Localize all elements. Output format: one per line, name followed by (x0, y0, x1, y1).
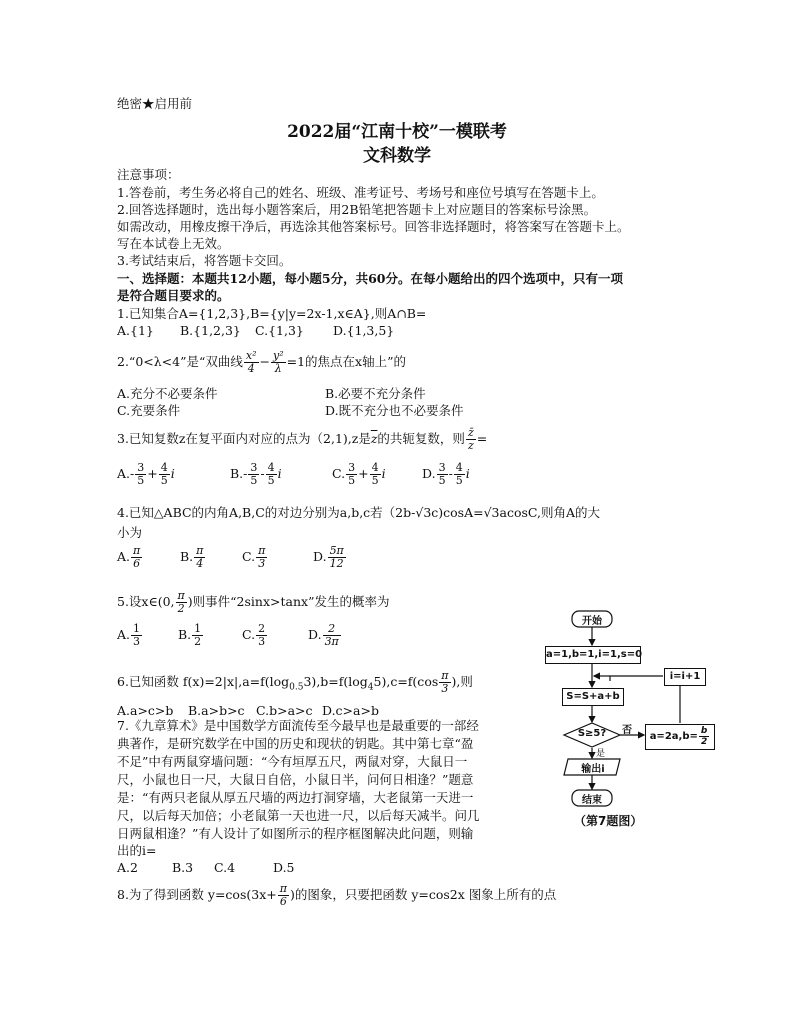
question-7-line: 是：“有两只老鼠从厚五尺墙的两边打洞穿墙，大老鼠第一天进一 (117, 790, 474, 805)
q5-option-b: B. $\frac{1}{2}$ (178, 622, 202, 648)
q3-fraction: $\frac{z̄}{z}$ (467, 426, 474, 452)
q2-text: 2.“0<λ<4”是“双曲线 (117, 354, 243, 369)
q4-option-a: A. $\frac{\pi}{6}$ (117, 544, 141, 570)
notice-line: 2.回答选择题时，选出每小题答案后，用2B铅笔把答题卡上对应题目的答案标号涂黑。 (117, 202, 597, 217)
notice-line: 写在本试卷上无效。 (117, 236, 230, 251)
question-7-line: 7.《九章算术》是中国数学方面流传至今最早也是最重要的一部经 (117, 718, 479, 733)
flow-no-label: 否 (622, 725, 632, 736)
section-heading: 一、选择题：本题共12小题，每小题5分，共60分。在每小题给出的四个选项中，只有一项 (117, 271, 623, 286)
flow-increment-box: i=i+1 (664, 668, 706, 686)
q5-option-a: A. $\frac{1}{3}$ (117, 622, 141, 648)
q6-option-b: B.a>b>c (188, 703, 245, 718)
q7-option-b: B.3 (172, 860, 194, 875)
q6-option-d: D.c>a>b (322, 703, 379, 718)
q5-option-c: C. $\frac{2}{3}$ (242, 622, 266, 648)
question-8-stem: 8.为了得到函数 y=cos(3x+ $\frac{\pi}{6}$ )的图象，只要把函数 y=cos2x 图象上所有的点 (117, 882, 557, 908)
question-1-stem: 1.已知集合A={1,2,3},B={y|y=2x-1,x∈A},则A∩B= (117, 306, 427, 321)
q2-option-b: B.必要不充分条件 (325, 386, 426, 401)
flow-yes-label: 是 (596, 749, 606, 759)
q3-option-a: A.- $\frac{3}{5}$ + $\frac{4}{5}$ i (117, 461, 175, 487)
q2-text-post: =1的焦点在x轴上”的 (286, 354, 406, 369)
q5-option-d: D. $\frac{2}{3\pi}$ (308, 622, 339, 648)
q3-option-b: B.- $\frac{3}{5}$ - $\frac{4}{5}$ i (230, 461, 282, 487)
q2-option-c: C.充要条件 (117, 403, 181, 418)
q1-option-b: B.{1,2,3} (180, 323, 241, 338)
notice-line: 1.答卷前，考生务必将自己的姓名、班级、准考证号、考场号和座位号填写在答题卡上。 (117, 185, 604, 200)
flow-end-label: 结束 (582, 795, 602, 806)
question-6-stem: 6.已知函数 $f(x)=2|x|,a=f(\log_{0.5}3),b=f(\log_45),c=f(\cos$ $\frac{\pi}{3}$ ),则 (117, 669, 473, 695)
question-7-line: 日两鼠相逢？”有人设计了如图所示的程序框图解决此问题，则输 (117, 826, 474, 841)
q3-option-c: C. $\frac{3}{5}$ + $\frac{4}{5}$ i (332, 461, 386, 487)
notice-heading: 注意事项： (117, 167, 180, 182)
q3-option-d: D. $\frac{3}{5}$ - $\frac{4}{5}$ i (422, 461, 470, 487)
q6-option-c: C.b>a>c (256, 703, 313, 718)
question-3-stem: 3.已知复数z在复平面内对应的点为（2,1),z是$\overline{z}$的共轭复数，则 $\frac{z̄}{z}$ = (117, 426, 488, 452)
q1-option-d: D.{1,3,5} (333, 323, 395, 338)
q1-option-a: A.{1} (117, 323, 154, 338)
notice-line: 3.考试结束后，将答题卡交回。 (117, 253, 292, 268)
question-7-line: 典著作，是研究数学在中国的历史和现状的钥匙。其中第七章“盈 (117, 736, 474, 751)
q2-option-d: D.既不充分也不必要条件 (325, 403, 464, 418)
question-2-stem: 2.“0<λ<4”是“双曲线 $\frac{\text{x²}}{4}$ − $\frac{\text{y²}}{\lambda}$ =1的焦点在x轴上”的 (117, 349, 406, 375)
q7-option-d: D.5 (273, 860, 295, 875)
q2-option-a: A.充分不必要条件 (117, 386, 218, 401)
question-4-stem: 4.已知△ABC的内角A,B,C的对边分别为a,b,c若（2b-√3c)cosA=√3acosC,则角A的大 (117, 505, 601, 520)
question-7-line: 出的i= (117, 843, 157, 858)
question-7-line: 尺，以后每天加倍；小老鼠第一天也进一尺，以后每天减半。问几 (117, 808, 480, 823)
question-4-stem-cont: 小为 (117, 525, 143, 540)
section-heading-cont: 是符合题目要求的。 (117, 288, 230, 303)
secret-label: 绝密★启用前 (117, 96, 193, 111)
flow-init-box: a=1,b=1,i=1,s=0 (545, 646, 641, 664)
question-7-line: 不足”中有两鼠穿墙问题：“今有垣厚五尺，两鼠对穿，大鼠日一 (117, 754, 468, 769)
q4-option-c: C. $\frac{\pi}{3}$ (242, 544, 266, 570)
q4-option-d: D. $\frac{5\pi}{12}$ (313, 544, 344, 570)
flow-update-box: a=2a,b= $\frac{b}{2}$ (645, 724, 715, 750)
flow-output-label: 输出i (581, 764, 605, 775)
q7-option-a: A.2 (117, 860, 138, 875)
q7-option-c: C.4 (214, 860, 236, 875)
flowchart (540, 605, 720, 835)
q3-zbar: $\overline{z}$ (370, 431, 378, 446)
q2-fraction-x: $\frac{\text{x²}}{4}$ (245, 349, 257, 375)
q8-fraction: $\frac{\pi}{6}$ (279, 882, 287, 908)
question-5-stem: 5.设x∈(0, $\frac{\pi}{2}$ )则事件“2sinx>tanx”发生的概率为 (117, 589, 390, 615)
q2-fraction-y: $\frac{\text{y²}}{\lambda}$ (272, 349, 284, 375)
q1-option-c: C.{1,3} (255, 323, 304, 338)
flow-start-label: 开始 (582, 616, 602, 627)
q6-fraction: $\frac{\pi}{3}$ (441, 669, 449, 695)
q4-option-b: B. $\frac{\pi}{4}$ (180, 544, 204, 570)
flow-condition-label: S≥5? (577, 728, 607, 739)
notice-line: 如需改动，用橡皮擦干净后，再选涂其他答案标号。回答非选择题时，将答案写在答题卡上。 (117, 219, 630, 234)
question-7-line: 尺，小鼠也日一尺，大鼠日自倍，小鼠日半，问何日相逢？”题意 (117, 772, 474, 787)
q5-fraction: $\frac{\pi}{2}$ (177, 589, 185, 615)
subject-title: 文科数学 (363, 146, 431, 166)
flow-sum-box: S=S+a+b (562, 688, 624, 706)
flow-caption: （第7题图） (574, 814, 643, 828)
flowchart-connectors (540, 605, 720, 835)
exam-title: 2022届“江南十校”一模联考 (287, 122, 507, 142)
q6-option-a: A.a>c>b (117, 703, 174, 718)
